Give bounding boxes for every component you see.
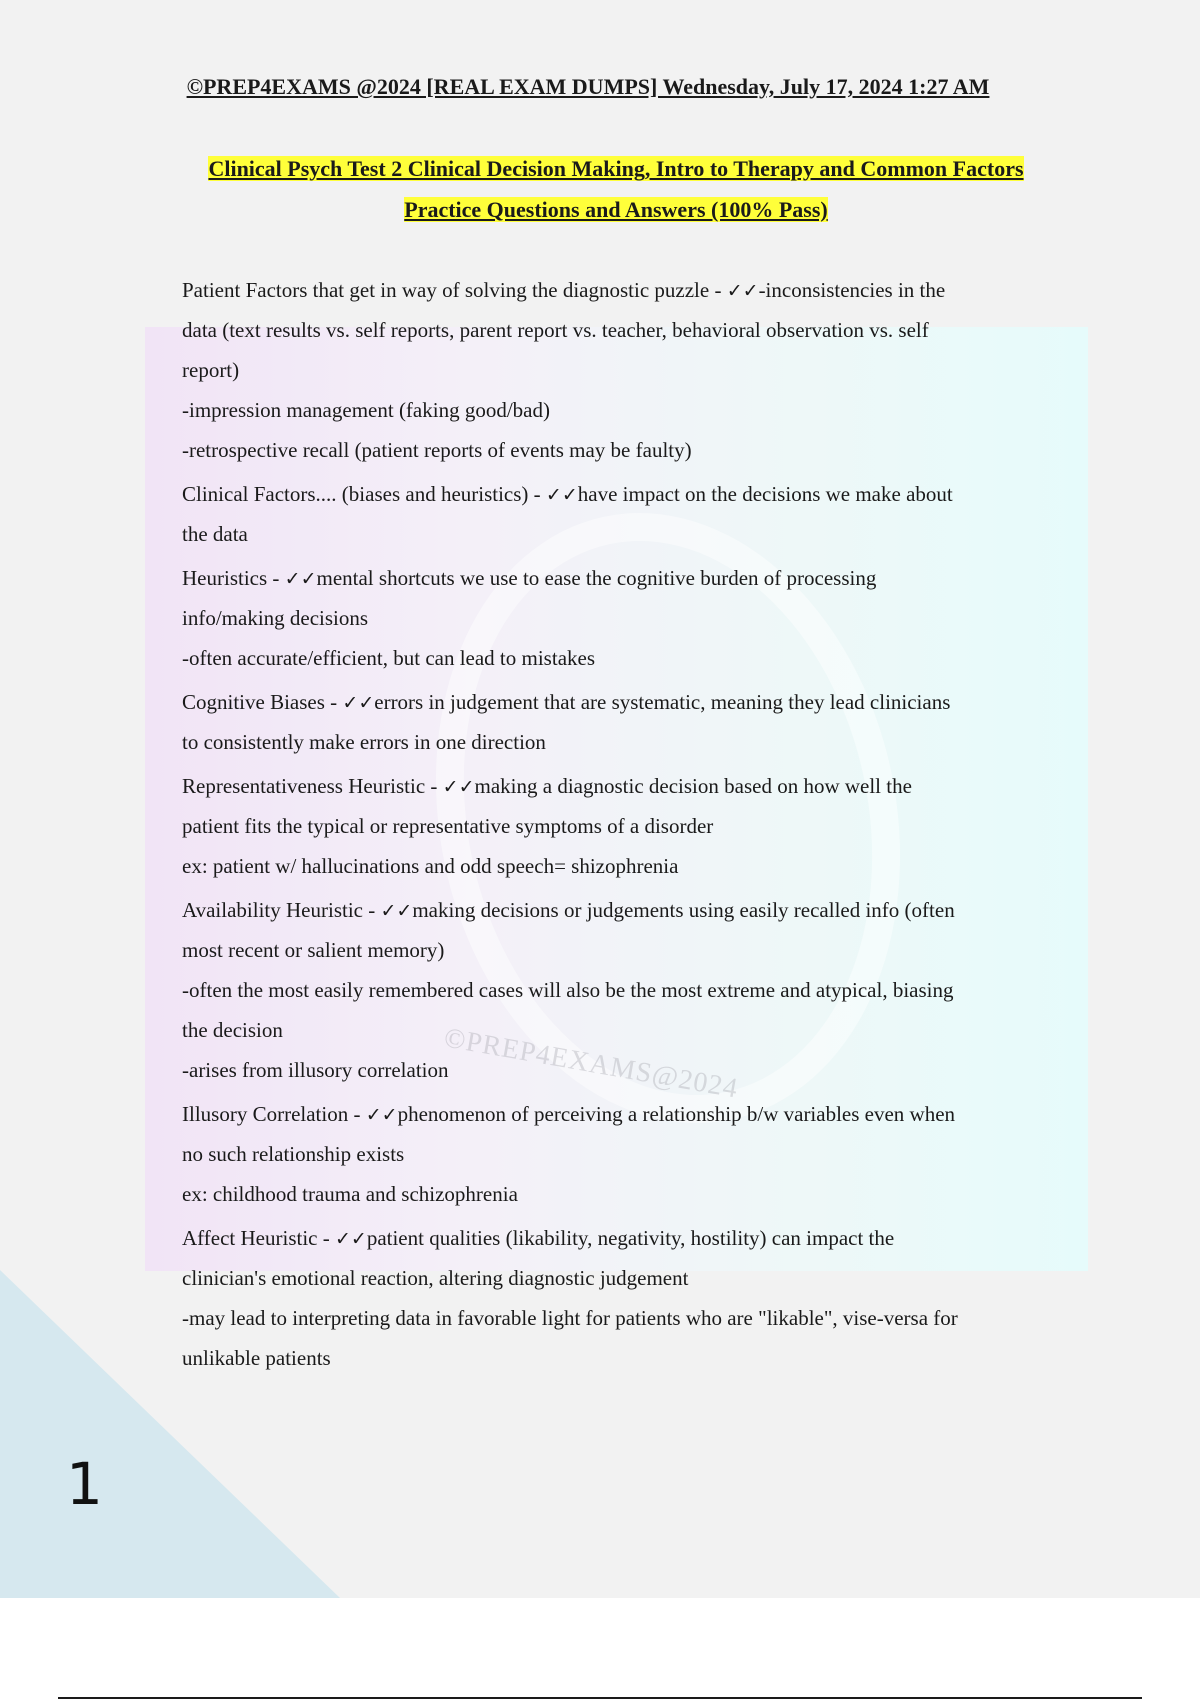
qa-term-line bbox=[182, 682, 1082, 722]
question-term: Clinical Factors.... (biases and heuristics) - bbox=[182, 482, 546, 506]
qa-text-line: clinician's emotional reaction, altering diagnostic judgement bbox=[182, 1266, 689, 1290]
qa-text-line: no such relationship exists bbox=[182, 1142, 405, 1166]
answer-text: have impact on the decisions we make about bbox=[577, 482, 953, 506]
qa-text-line: unlikable patients bbox=[182, 1346, 331, 1370]
answer-text: mental shortcuts we use to ease the cognitive burden of processing bbox=[316, 566, 877, 590]
qa-text-line: data (text results vs. self reports, parent report vs. teacher, behavioral observation vs. self bbox=[182, 318, 929, 342]
question-term: Affect Heuristic - bbox=[182, 1226, 335, 1250]
question-term: Illusory Correlation - bbox=[182, 1102, 366, 1126]
double-check-icon: ✓✓ bbox=[342, 692, 375, 714]
qa-text-line: -often accurate/efficient, but can lead to mistakes bbox=[182, 646, 596, 670]
double-check-icon: ✓✓ bbox=[334, 1228, 367, 1250]
qa-text-line: to consistently make errors in one direction bbox=[182, 730, 546, 754]
qa-text-line: -often the most easily remembered cases will also be the most extreme and atypical, biasing bbox=[182, 978, 954, 1002]
qa-body bbox=[182, 270, 1082, 1378]
qa-text-line: patient fits the typical or representative symptoms of a disorder bbox=[182, 814, 714, 838]
answer-text: making a diagnostic decision based on how well the bbox=[474, 774, 912, 798]
footer-rule bbox=[58, 1697, 1142, 1699]
qa-text-line: most recent or salient memory) bbox=[182, 938, 445, 962]
answer-text: -inconsistencies in the bbox=[758, 278, 946, 302]
qa-text-line: -retrospective recall (patient reports of events may be faulty) bbox=[182, 438, 692, 462]
qa-text-line: ex: patient w/ hallucinations and odd speech= shizophrenia bbox=[182, 854, 679, 878]
question-term: Representativeness Heuristic - bbox=[182, 774, 443, 798]
qa-text-line: the decision bbox=[182, 1018, 283, 1042]
answer-text: patient qualities (likability, negativity, hostility) can impact the bbox=[366, 1226, 895, 1250]
answer-text: errors in judgement that are systematic, meaning they lead clinicians bbox=[374, 690, 951, 714]
qa-term-line bbox=[182, 474, 1082, 514]
question-term: Patient Factors that get in way of solving the diagnostic puzzle - bbox=[182, 278, 727, 302]
double-check-icon: ✓✓ bbox=[545, 484, 578, 506]
qa-term-line bbox=[182, 1218, 1082, 1258]
qa-text-line: the data bbox=[182, 522, 248, 546]
title-line-1: Clinical Psych Test 2 Clinical Decision Making, Intro to Therapy and Common Factors bbox=[208, 156, 1024, 181]
qa-term-line bbox=[182, 890, 1082, 930]
qa-text-line: -may lead to interpreting data in favorable light for patients who are "likable", vise-versa for bbox=[182, 1306, 958, 1330]
watermark-text: ©PREP4EXAMS@2024 bbox=[441, 1022, 741, 1105]
qa-text-line: report) bbox=[182, 358, 240, 382]
answer-text: phenomenon of perceiving a relationship b/w variables even when bbox=[397, 1102, 956, 1126]
double-check-icon: ✓✓ bbox=[726, 280, 759, 302]
qa-text-line: -impression management (faking good/bad) bbox=[182, 398, 550, 422]
question-term: Cognitive Biases - bbox=[182, 690, 343, 714]
double-check-icon: ✓✓ bbox=[380, 900, 413, 922]
qa-text-line: info/making decisions bbox=[182, 606, 369, 630]
double-check-icon: ✓✓ bbox=[442, 776, 475, 798]
document-header: ©PREP4EXAMS @2024 [REAL EXAM DUMPS] Wednesday, July 17, 2024 1:27 AM bbox=[186, 74, 990, 99]
qa-term-line bbox=[182, 270, 1082, 310]
double-check-icon: ✓✓ bbox=[284, 568, 317, 590]
document-title bbox=[150, 148, 1082, 230]
double-check-icon: ✓✓ bbox=[365, 1104, 398, 1126]
title-line-2: Practice Questions and Answers (100% Pass) bbox=[404, 197, 828, 222]
qa-text-line: ex: childhood trauma and schizophrenia bbox=[182, 1182, 518, 1206]
qa-term-line bbox=[182, 558, 1082, 598]
question-term: Availability Heuristic - bbox=[182, 898, 381, 922]
answer-text: making decisions or judgements using easily recalled info (often bbox=[412, 898, 955, 922]
qa-term-line bbox=[182, 766, 1082, 806]
question-term: Heuristics - bbox=[182, 566, 285, 590]
page-number: 1 bbox=[66, 1450, 103, 1518]
qa-text-line: -arises from illusory correlation bbox=[182, 1058, 449, 1082]
qa-term-line bbox=[182, 1094, 1082, 1134]
